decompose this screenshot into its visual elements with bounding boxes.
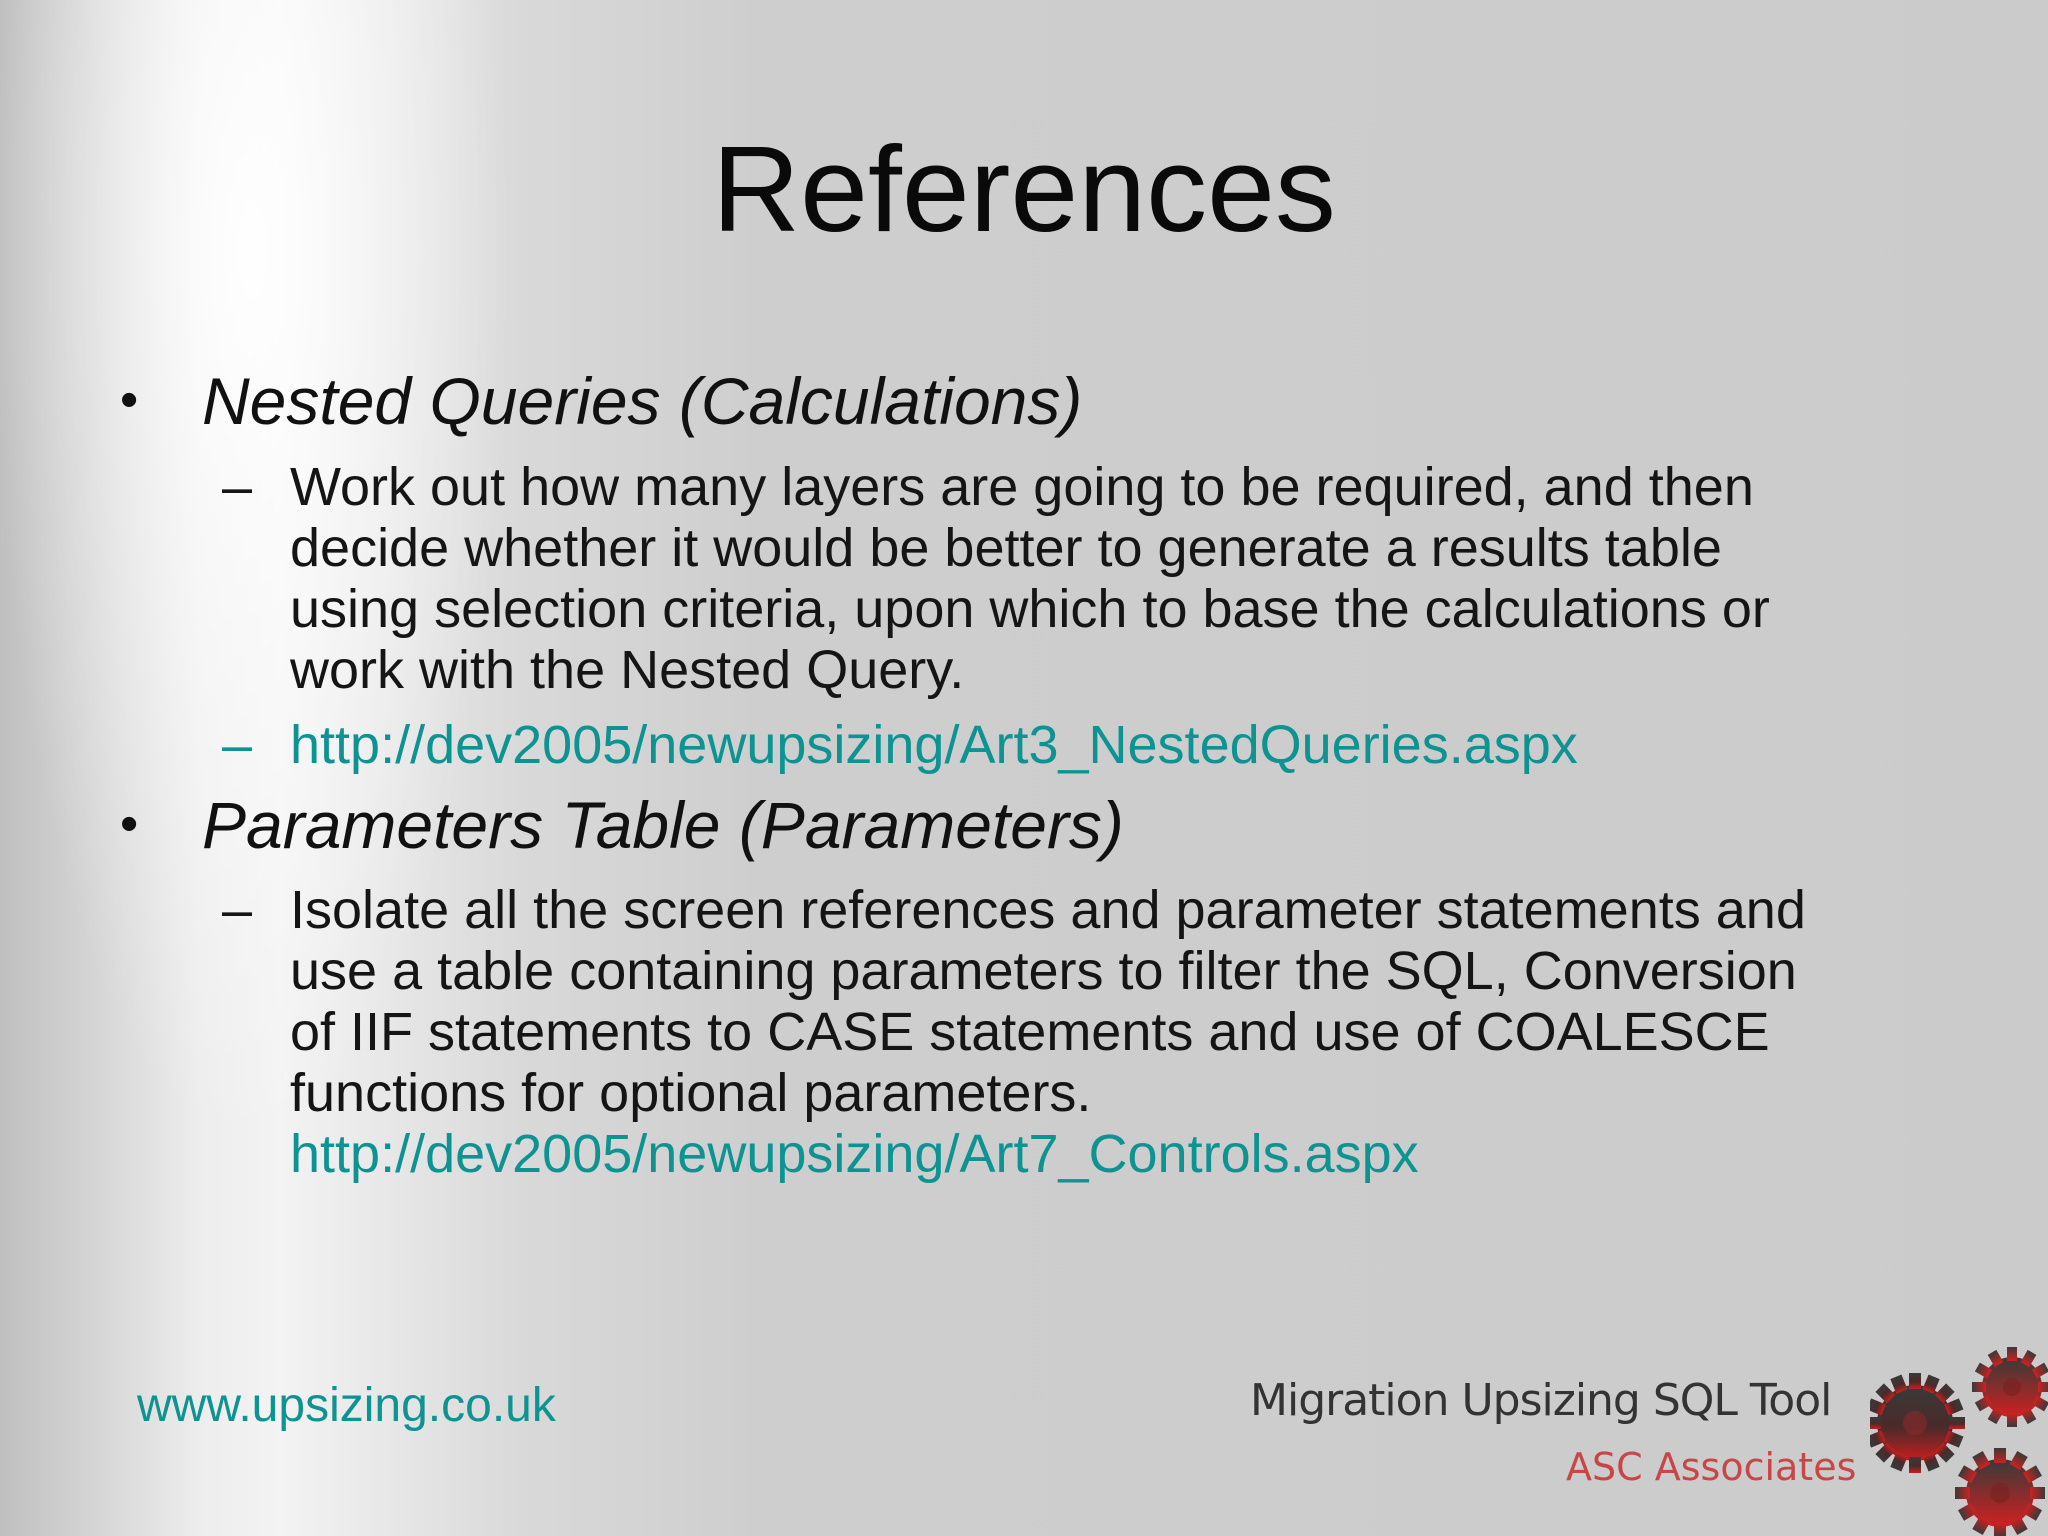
gears-icon <box>1870 1345 2048 1536</box>
reference-link[interactable]: http://dev2005/newupsizing/Art3_NestedQueries.aspx <box>290 714 1578 775</box>
company-logo <box>1250 1345 2048 1536</box>
sub-item <box>120 880 1920 1185</box>
reference-link[interactable]: http://dev2005/newupsizing/Art7_Controls.aspx <box>290 1124 1419 1184</box>
bullet-heading: Nested Queries (Calculations) <box>202 364 1083 438</box>
bullet-item <box>120 360 1920 443</box>
footer-url-link[interactable]: www.upsizing.co.uk <box>137 1379 556 1432</box>
slide-title: References <box>712 121 1336 257</box>
bullet-dot-icon: • <box>120 794 139 853</box>
sub-item <box>120 457 1920 701</box>
dash-icon: – <box>222 456 253 517</box>
bullet-item <box>120 784 1920 867</box>
dash-icon: – <box>222 880 253 940</box>
sub-line: use a table containing parameters to filter the SQL, Conversion <box>290 941 1797 1001</box>
slide-content <box>120 360 1920 1185</box>
sub-line: functions for optional parameters. <box>290 1063 1092 1123</box>
sub-item <box>120 715 1920 776</box>
logo-subtitle: ASC Associates <box>1566 1445 1857 1489</box>
sub-line: work with the Nested Query. <box>290 639 965 700</box>
sub-line: using selection criteria, upon which to base the calculations or <box>290 578 1770 639</box>
sub-line: of IIF statements to CASE statements and use of COALESCE <box>290 1002 1770 1062</box>
sub-line: Isolate all the screen references and parameter statements and <box>290 880 1806 940</box>
sub-line: Work out how many layers are going to be required, and then <box>290 456 1754 517</box>
sub-line: decide whether it would be better to generate a results table <box>290 517 1722 578</box>
dash-icon: – <box>222 714 253 775</box>
bullet-heading: Parameters Table (Parameters) <box>202 787 1124 862</box>
bullet-dot-icon: • <box>120 371 139 429</box>
logo-title: Migration Upsizing SQL Tool <box>1250 1375 1832 1426</box>
